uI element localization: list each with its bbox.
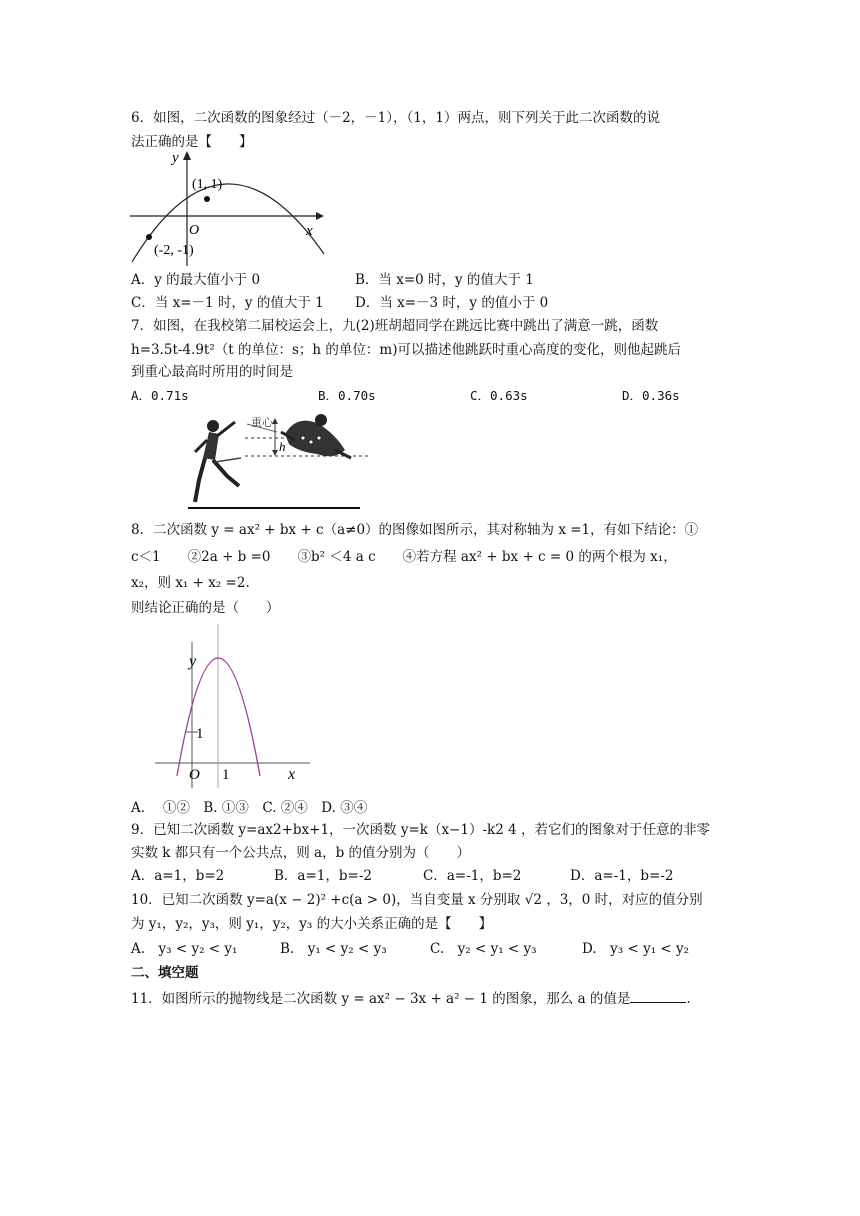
q10-option-d: D. y₃ < y₁ < y₂ <box>582 941 690 957</box>
q8-stem-line1: 8．二次函数 y = ax² + bx + c（a≠0）的图像如图所示，其对称轴为 x =1，有如下结论：① <box>131 522 699 538</box>
q8-x-tick-1: 1 <box>222 767 230 783</box>
q7-long-jump-figure <box>185 410 375 510</box>
q8-stem-line2: c＜1 ②2a + b =0 ③b² ＜4 a c ④若方程 ax² + bx + c = 0 的两个根为 x₁， <box>131 549 677 565</box>
q6-point-label-1-1: (1, 1) <box>192 177 223 192</box>
q10-stem-line1: 10．已知二次函数 y=a(x − 2)² +c(a > 0)，当自变量 x 分别取 √2 ，3，0 时，对应的值分别 <box>131 892 703 908</box>
q9-option-a: A．a=1，b=2 <box>131 868 225 884</box>
q6-origin-label: O <box>189 223 200 238</box>
q10-option-a: A. y₃ < y₂ < y₁ <box>131 941 238 957</box>
q7-center-of-gravity-label: 重心 <box>251 416 273 429</box>
q11-stem-text: 11．如图所示的抛物线是二次函数 y = ax² − 3x + a² − 1 的图象，那么 a 的值是 <box>131 991 631 1007</box>
q10-stem-line2: 为 y₁，y₂，y₃，则 y₁，y₂，y₃ 的大小关系正确的是【 】 <box>131 916 493 932</box>
q6-y-label: y <box>172 150 179 166</box>
q11-answer-blank[interactable] <box>630 988 686 1003</box>
q7-stem-line1: 7．如图，在我校第二届校运会上，九(2)班胡超同学在跳远比赛中跳出了满意一跳，函数 <box>131 318 659 334</box>
section-fill-in-heading: 二、填空题 <box>131 965 199 981</box>
q7-h-label: h <box>279 439 286 454</box>
q8-y-label: y <box>189 653 197 670</box>
q11-stem-end: . <box>686 991 691 1007</box>
q9-option-c: C．a=-1，b=2 <box>423 868 522 884</box>
q8-origin-label: O <box>189 767 200 783</box>
q6-option-d: D．当 x=－3 时，y 的值小于 0 <box>355 295 549 311</box>
q11-stem <box>131 988 691 1009</box>
q9-stem-line1: 9．已知二次函数 y=ax2+bx+1，一次函数 y=k（x−1）-k2 4 ，若它们的图象对于任意的非零 <box>131 822 710 838</box>
q10-option-c: C. y₂ < y₁ < y₃ <box>430 941 537 957</box>
q8-parabola-figure <box>150 620 320 790</box>
q6-x-label: x <box>306 223 313 239</box>
q9-option-d: D．a=-1，b=-2 <box>570 868 674 884</box>
q7-option-a: A．0.71s <box>131 388 189 403</box>
q8-stem-line3: x₂，则 x₁ + x₂ =2. <box>131 575 250 591</box>
q6-stem-line1: 6．如图，二次函数的图象经过（－2，－1），（1，1）两点，则下列关于此二次函数的说 <box>131 110 660 126</box>
q6-stem-line2: 法正确的是【 】 <box>131 134 253 150</box>
q6-parabola-figure <box>128 148 328 268</box>
q7-stem-line2: h=3.5t-4.9t²（t 的单位：s；h 的单位：m)可以描述他跳跃时重心高度的变化，则他起跳后 <box>131 342 681 358</box>
q9-stem-line2: 实数 k 都只有一个公共点，则 a，b 的值分别为（ ） <box>131 845 471 861</box>
q6-option-b: B．当 x=0 时，y 的值大于 1 <box>355 272 534 288</box>
q7-option-b: B．0.70s <box>318 388 376 403</box>
q6-option-c: C．当 x=－1 时，y 的值大于 1 <box>131 295 324 311</box>
q8-stem-line4: 则结论正确的是（ ） <box>131 600 280 616</box>
q6-option-a: A．y 的最大值小于 0 <box>131 272 261 288</box>
q7-stem-line3: 到重心最高时所用的时间是 <box>131 364 293 380</box>
q7-option-c: C．0.63s <box>470 388 528 403</box>
q7-option-d: D．0.36s <box>622 388 680 403</box>
q9-option-b: B．a=1，b=-2 <box>274 868 372 884</box>
q8-y-tick-1: 1 <box>196 726 204 742</box>
q8-x-label: x <box>288 766 296 783</box>
q10-option-b: B. y₁ < y₂ < y₃ <box>280 941 387 957</box>
q6-point-label-neg2-neg1: (-2, -1) <box>154 243 194 258</box>
q8-options: A. ①② B. ①③ C. ②④ D. ③④ <box>131 800 368 816</box>
